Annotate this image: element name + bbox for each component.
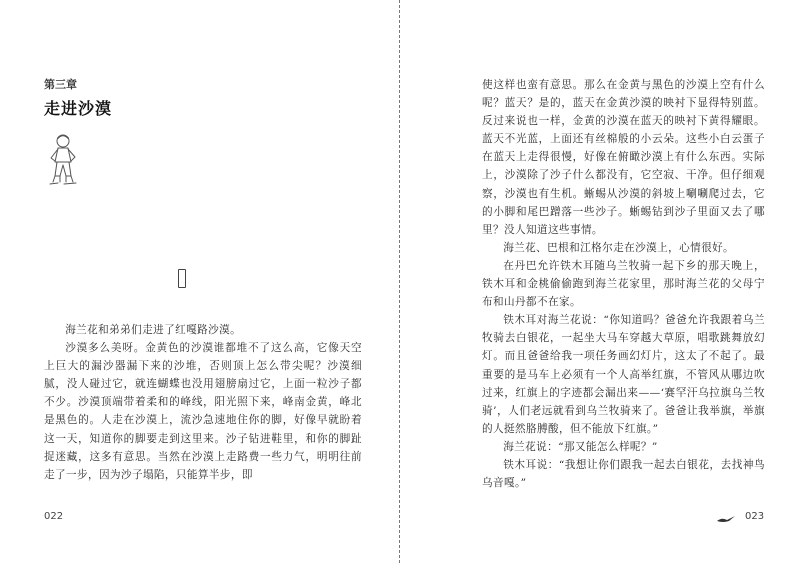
chapter-label: 第三章 — [44, 78, 77, 91]
child-illustration — [46, 132, 90, 192]
bird-icon — [716, 514, 736, 524]
right-body-text — [482, 76, 765, 492]
book-spine-divider — [399, 0, 400, 563]
page-number-left: 022 — [44, 511, 64, 522]
left-body-text — [44, 321, 362, 484]
paragraph: 在丹巴允许铁木耳随乌兰牧骑一起下乡的那天晚上，铁木耳和金桃偷偷跑到海兰花家里，那时海兰花的父母宁布和山丹都不在家。 — [482, 259, 765, 309]
left-page — [0, 0, 399, 563]
paragraph: 海兰花、巴根和江格尔走在沙漠上，心情很好。 — [503, 241, 735, 254]
paragraph: 海兰花说：“那又能怎么样呢？” — [503, 440, 658, 453]
paragraph: 使这样也蛮有意思。那么在金黄与黑色的沙漠上空有什么呢？蓝天？是的，蓝天在金黄沙漠的映衬下显得特别蓝。反过来说也一样，金黄的沙漠在蓝天的映衬下黄得耀眼。蓝天不光蓝，上面还有丝棉般的小云朵。这些小白云蛋子在蓝天上走得很慢，好像在俯瞰沙漠上有什么东西。实际上，沙漠除了沙子什么都没有，它空寂、干净。但仔细观察，沙漠也有生机。蜥蜴从沙漠的斜坡上唰唰爬过去，它的小脚和尾巴蹭落一些沙子。蜥蜴钻到沙子里面又去了哪里？没人知道这些事情。 — [482, 79, 765, 236]
page-number-right: 023 — [745, 511, 765, 522]
paragraph: 铁木耳说：“我想让你们跟我一起去白银花，去找神鸟乌音嘎。” — [482, 458, 765, 490]
paragraph: 铁木耳对海兰花说：“你知道吗？爸爸允许我跟着乌兰牧骑去白银花，一起坐大马车穿越大草原，唱歌跳舞放幻灯。而且爸爸给我一项任务画幻灯片，这太了不起了。最重要的是马车上必须有一个人高举红旗，不管风从哪边吹过来，红旗上的字迹都会漏出来——‘赛罕汗乌拉旗乌兰牧骑’，人们老远就看到乌兰牧骑来了。爸爸让我举旗，举旗的人挺然胳膊酸，但不能放下红旗。” — [482, 314, 765, 435]
decorative-bracket-mark — [178, 269, 186, 288]
paragraph: 海兰花和弟弟们走进了红嘎路沙漠。 — [65, 324, 242, 336]
chapter-title: 走进沙漠 — [44, 99, 113, 118]
paragraph: 沙漠多么美呀。金黄色的沙漠谁都堆不了这么高，它像天空上巨大的漏沙器漏下来的沙堆，否则顶上怎么带尖呢？沙漠细腻，没人碰过它，就连蝴蝶也没用翅膀扇过它，上面一粒沙子都不少。沙漠顶端带着柔和的峰线，阳光照下来，峰南金黄，峰北是黑色的。人走在沙漠上，流沙急速地住你的脚，好像早就盼着这一天，知道你的脚要走到这里来。沙子钻进鞋里，和你的脚趾捉迷藏，这多有意思。当然在沙漠上走路费一些力气，明明往前走了一步，因为沙子塌陷，只能算半步，即 — [44, 342, 362, 481]
